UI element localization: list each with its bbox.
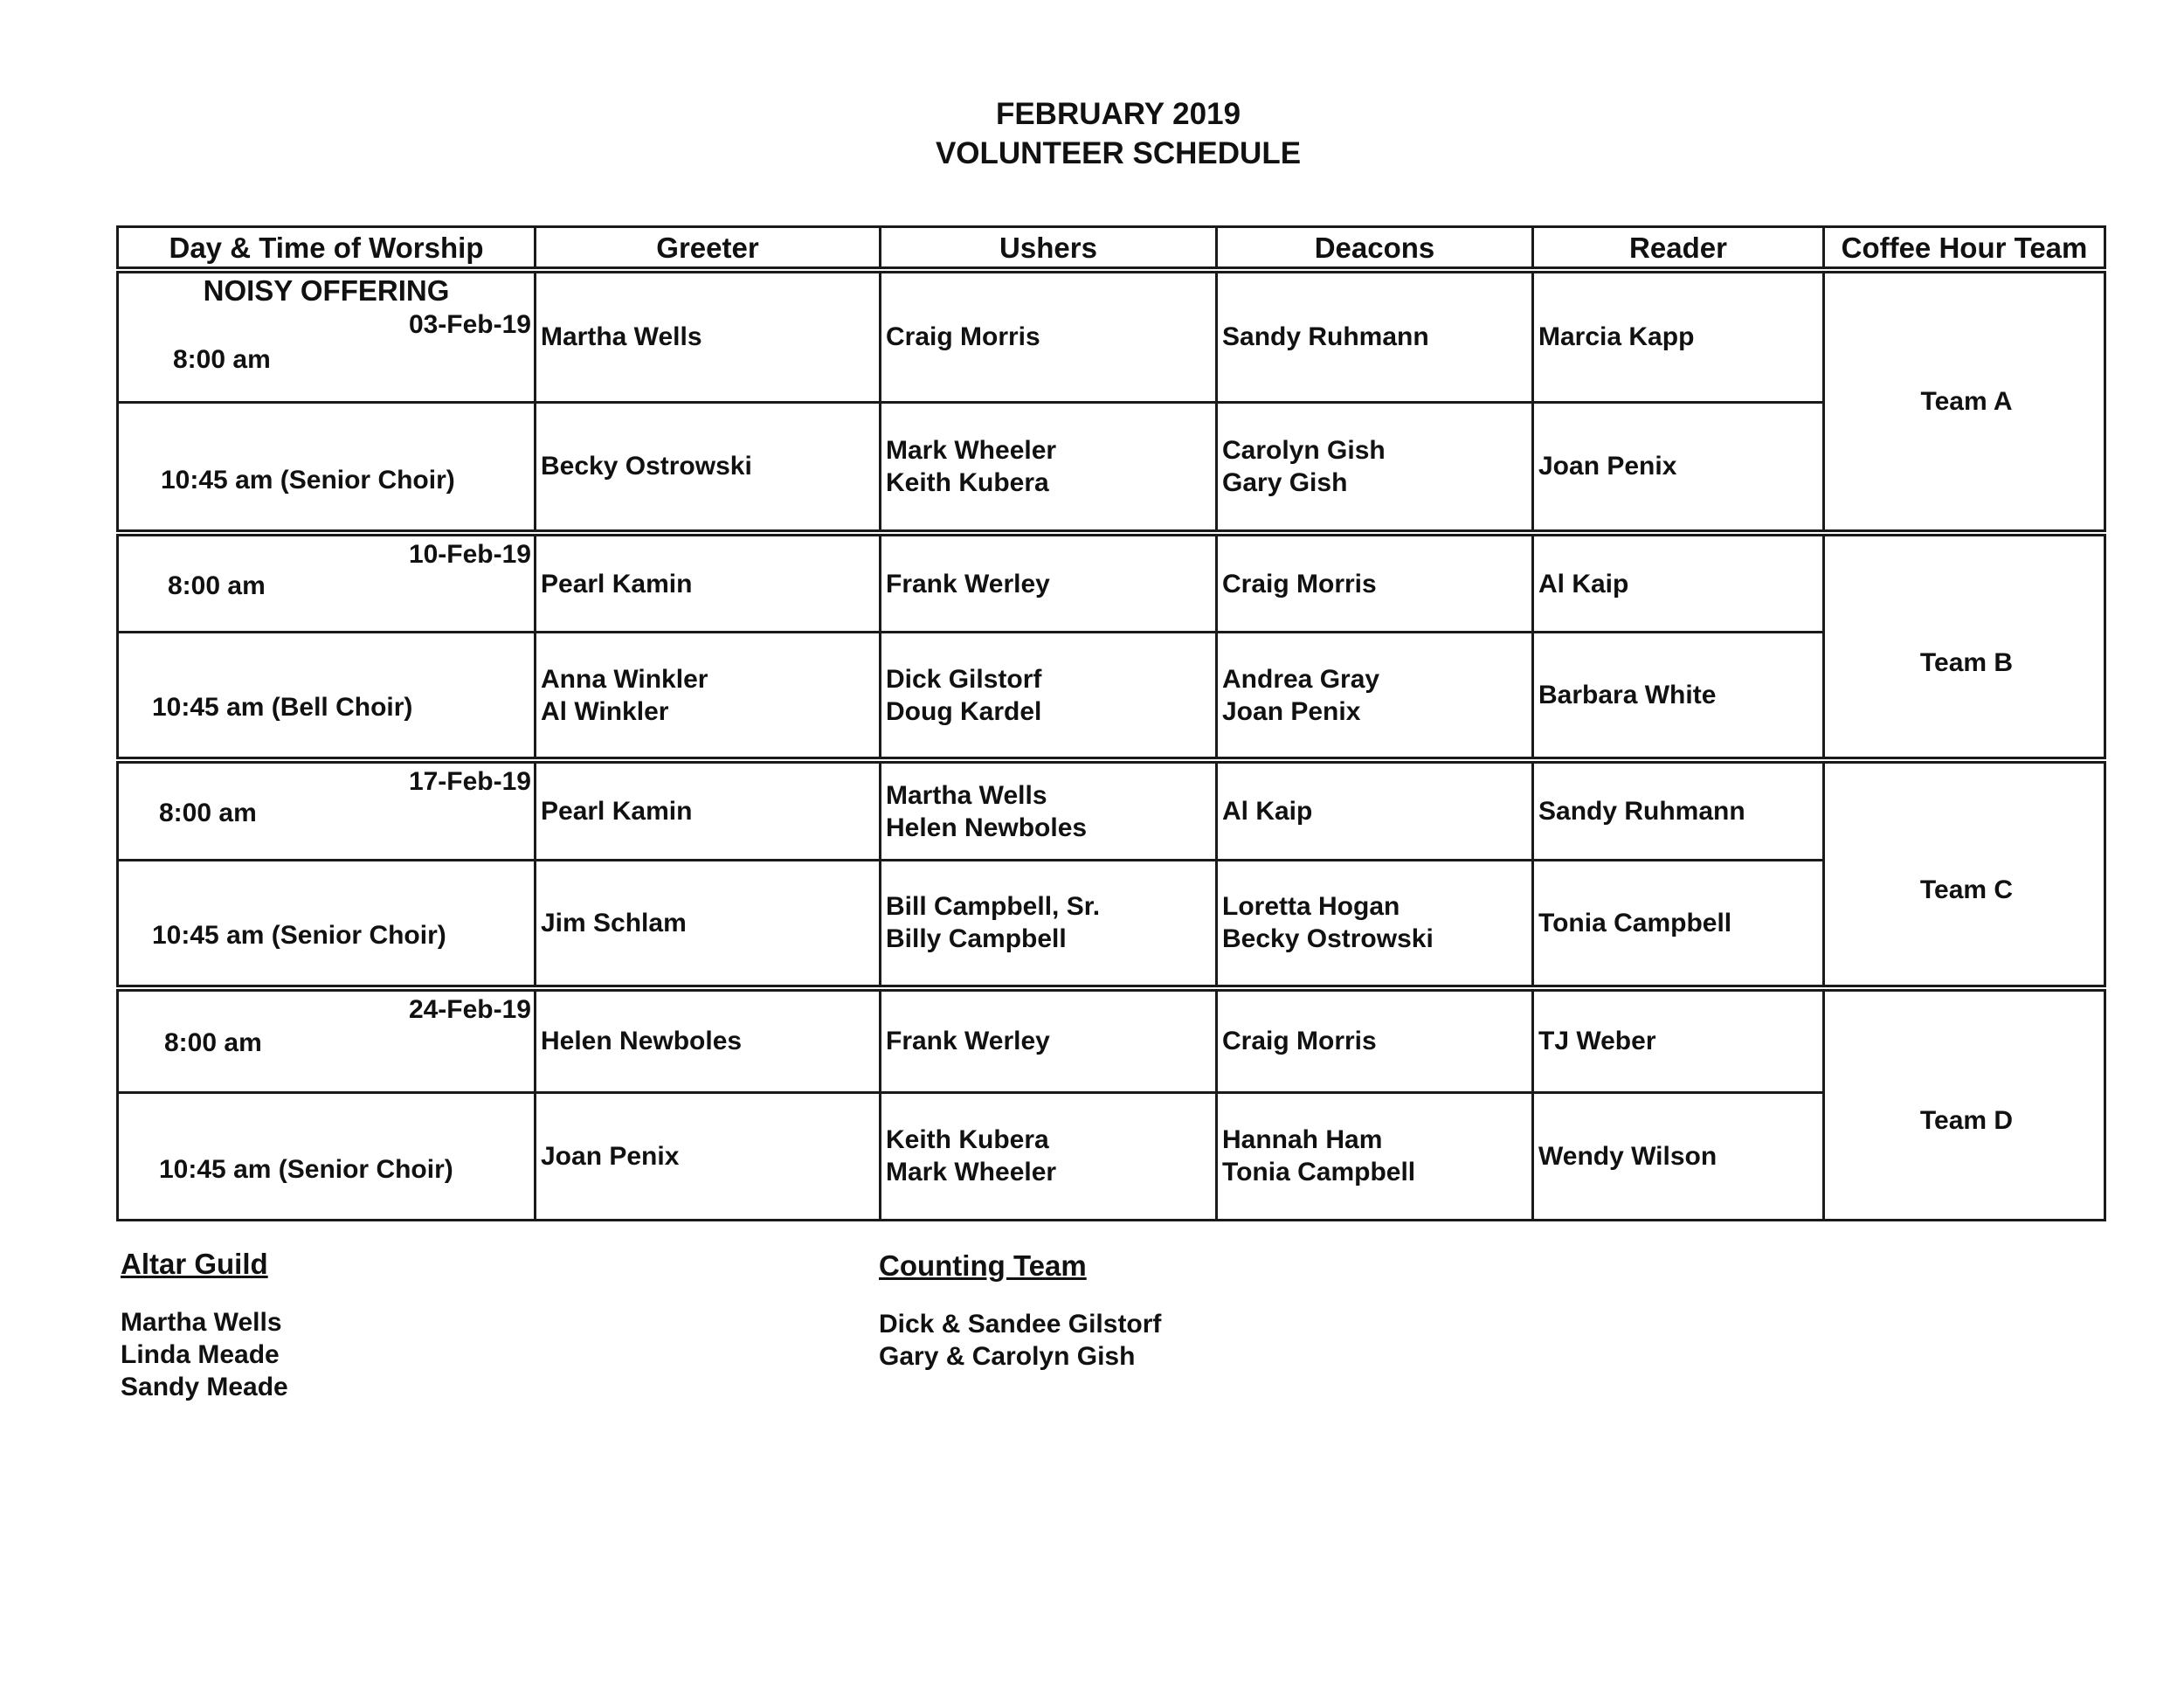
volunteer-name: Pearl Kamin xyxy=(541,797,693,827)
worship-cell xyxy=(118,988,536,1092)
table-row xyxy=(118,988,2105,1092)
volunteer-name: Frank Werley xyxy=(886,569,1050,598)
volunteer-name: Carolyn Gish xyxy=(1222,435,1386,465)
volunteer-name: Al Kaip xyxy=(1538,569,1629,598)
worship-cell xyxy=(118,760,536,860)
volunteer-name: TJ Weber xyxy=(1538,1027,1656,1056)
header-row xyxy=(118,227,2105,271)
reader-cell xyxy=(1533,1092,1824,1220)
greeter-cell xyxy=(536,533,881,633)
deacons-cell xyxy=(1217,760,1533,860)
volunteer-name: Billy Campbell xyxy=(886,924,1067,954)
ushers-cell xyxy=(881,860,1217,987)
service-time: 10:45 am (Senior Choir) xyxy=(152,920,446,950)
volunteer-name: Marcia Kapp xyxy=(1538,322,1695,352)
service-time: 10:45 am (Senior Choir) xyxy=(161,465,455,495)
greeter-cell xyxy=(536,860,881,987)
service-time: 10:45 am (Bell Choir) xyxy=(152,693,413,723)
volunteer-name: Tonia Campbell xyxy=(1222,1158,1416,1187)
ushers-cell xyxy=(881,760,1217,860)
greeter-cell xyxy=(536,1092,881,1220)
worship-cell xyxy=(118,860,536,987)
worship-cell xyxy=(118,402,536,532)
greeter-cell xyxy=(536,633,881,760)
volunteer-name: Dick Gilstorf xyxy=(886,664,1042,694)
volunteer-name: Al Kaip xyxy=(1222,797,1313,827)
volunteer-name: Keith Kubera xyxy=(886,1125,1049,1155)
column-header-reader: Reader xyxy=(1533,227,1824,271)
team-name: Team C xyxy=(1919,875,2014,905)
volunteer-name: Pearl Kamin xyxy=(541,569,693,598)
deacons-cell xyxy=(1217,988,1533,1092)
volunteer-name: Sandy Ruhmann xyxy=(1538,797,1745,827)
column-header-worship: Day & Time of Worship xyxy=(118,227,536,271)
deacons-cell xyxy=(1217,533,1533,633)
volunteer-name: Doug Kardel xyxy=(886,696,1042,726)
deacons-cell xyxy=(1217,1092,1533,1220)
reader-cell xyxy=(1533,270,1824,402)
table-row xyxy=(118,270,2105,402)
ushers-cell xyxy=(881,1092,1217,1220)
service-date: 10-Feb-19 xyxy=(408,539,531,569)
coffee-hour-team-cell xyxy=(1824,533,2105,761)
volunteer-name: Jim Schlam xyxy=(541,908,687,937)
list-item: Sandy Meade xyxy=(121,1373,288,1401)
service-time: 8:00 am xyxy=(168,571,266,600)
volunteer-name: Becky Ostrowski xyxy=(541,452,752,481)
volunteer-name: Martha Wells xyxy=(886,780,1047,810)
volunteer-name: Becky Ostrowski xyxy=(1222,924,1434,954)
table-row xyxy=(118,633,2105,760)
reader-cell xyxy=(1533,633,1824,760)
list-item: Linda Meade xyxy=(121,1340,280,1369)
service-date: 24-Feb-19 xyxy=(408,994,531,1024)
title-month: FEBRUARY 2019 xyxy=(995,97,1241,131)
volunteer-name: Helen Newboles xyxy=(886,813,1088,842)
service-time: 10:45 am (Senior Choir) xyxy=(159,1155,453,1184)
table-row xyxy=(118,533,2105,633)
counting-team-section xyxy=(879,1249,1161,1373)
ushers-cell xyxy=(881,633,1217,760)
list-item: Martha Wells xyxy=(121,1308,282,1337)
deacons-cell xyxy=(1217,860,1533,987)
column-header-coffee-hour: Coffee Hour Team xyxy=(1824,227,2105,271)
volunteer-name: Loretta Hogan xyxy=(1222,892,1400,922)
table-row xyxy=(118,860,2105,987)
worship-cell xyxy=(118,533,536,633)
table-row xyxy=(118,760,2105,860)
volunteer-name: Martha Wells xyxy=(541,322,702,352)
ushers-cell xyxy=(881,270,1217,402)
deacons-cell xyxy=(1217,270,1533,402)
reader-cell xyxy=(1533,402,1824,532)
team-name: Team B xyxy=(1919,647,2014,677)
title-schedule: VOLUNTEER SCHEDULE xyxy=(935,136,1302,170)
greeter-cell xyxy=(536,760,881,860)
column-header-ushers: Ushers xyxy=(881,227,1217,271)
table-row xyxy=(118,1092,2105,1220)
service-date: 17-Feb-19 xyxy=(408,767,531,797)
volunteer-name: Barbara White xyxy=(1538,681,1717,710)
volunteer-name: Wendy Wilson xyxy=(1538,1141,1717,1171)
team-name: Team D xyxy=(1919,1106,2014,1136)
service-date: 03-Feb-19 xyxy=(408,310,531,339)
volunteer-name: Andrea Gray xyxy=(1222,664,1380,694)
volunteer-name: Sandy Ruhmann xyxy=(1222,322,1429,352)
volunteer-name: Joan Penix xyxy=(1222,696,1361,726)
volunteer-name: Bill Campbell, Sr. xyxy=(886,892,1101,922)
service-time: 8:00 am xyxy=(159,799,257,828)
noisy-offering-note: NOISY OFFERING xyxy=(203,274,450,307)
volunteer-name: Helen Newboles xyxy=(541,1027,743,1056)
service-time: 8:00 am xyxy=(173,345,271,374)
volunteer-name: Craig Morris xyxy=(1222,1027,1377,1056)
document-title xyxy=(0,94,2184,173)
reader-cell xyxy=(1533,988,1824,1092)
reader-cell xyxy=(1533,533,1824,633)
volunteer-name: Joan Penix xyxy=(1538,452,1677,481)
volunteer-name: Mark Wheeler xyxy=(886,435,1057,465)
greeter-cell xyxy=(536,270,881,402)
volunteer-schedule-table xyxy=(116,225,2106,1221)
volunteer-name: Hannah Ham xyxy=(1222,1125,1383,1155)
column-header-greeter: Greeter xyxy=(536,227,881,271)
volunteer-name: Mark Wheeler xyxy=(886,1158,1057,1187)
greeter-cell xyxy=(536,402,881,532)
volunteer-name: Frank Werley xyxy=(886,1027,1050,1056)
volunteer-name: Joan Penix xyxy=(541,1141,680,1171)
coffee-hour-team-cell xyxy=(1824,270,2105,533)
column-header-deacons: Deacons xyxy=(1217,227,1533,271)
worship-cell xyxy=(118,633,536,760)
volunteer-name: Gary Gish xyxy=(1222,467,1348,497)
reader-cell xyxy=(1533,860,1824,987)
volunteer-name: Craig Morris xyxy=(1222,569,1377,598)
volunteer-name: Craig Morris xyxy=(886,322,1040,352)
volunteer-name: Al Winkler xyxy=(541,696,669,726)
deacons-cell xyxy=(1217,633,1533,760)
service-time: 8:00 am xyxy=(164,1027,262,1057)
greeter-cell xyxy=(536,988,881,1092)
team-name: Team A xyxy=(1920,386,2013,416)
list-item: Gary & Carolyn Gish xyxy=(879,1342,1136,1371)
table-row xyxy=(118,402,2105,532)
deacons-cell xyxy=(1217,402,1533,532)
coffee-hour-team-cell xyxy=(1824,988,2105,1221)
ushers-cell xyxy=(881,533,1217,633)
reader-cell xyxy=(1533,760,1824,860)
counting-team-heading: Counting Team xyxy=(879,1249,1087,1282)
ushers-cell xyxy=(881,402,1217,532)
volunteer-name: Keith Kubera xyxy=(886,467,1049,497)
altar-guild-section xyxy=(121,1248,288,1403)
volunteer-name: Anna Winkler xyxy=(541,664,708,694)
list-item: Dick & Sandee Gilstorf xyxy=(879,1310,1162,1339)
ushers-cell xyxy=(881,988,1217,1092)
volunteer-name: Tonia Campbell xyxy=(1538,908,1732,937)
worship-cell xyxy=(118,1092,536,1220)
worship-cell xyxy=(118,270,536,402)
altar-guild-heading: Altar Guild xyxy=(121,1248,268,1280)
coffee-hour-team-cell xyxy=(1824,760,2105,988)
